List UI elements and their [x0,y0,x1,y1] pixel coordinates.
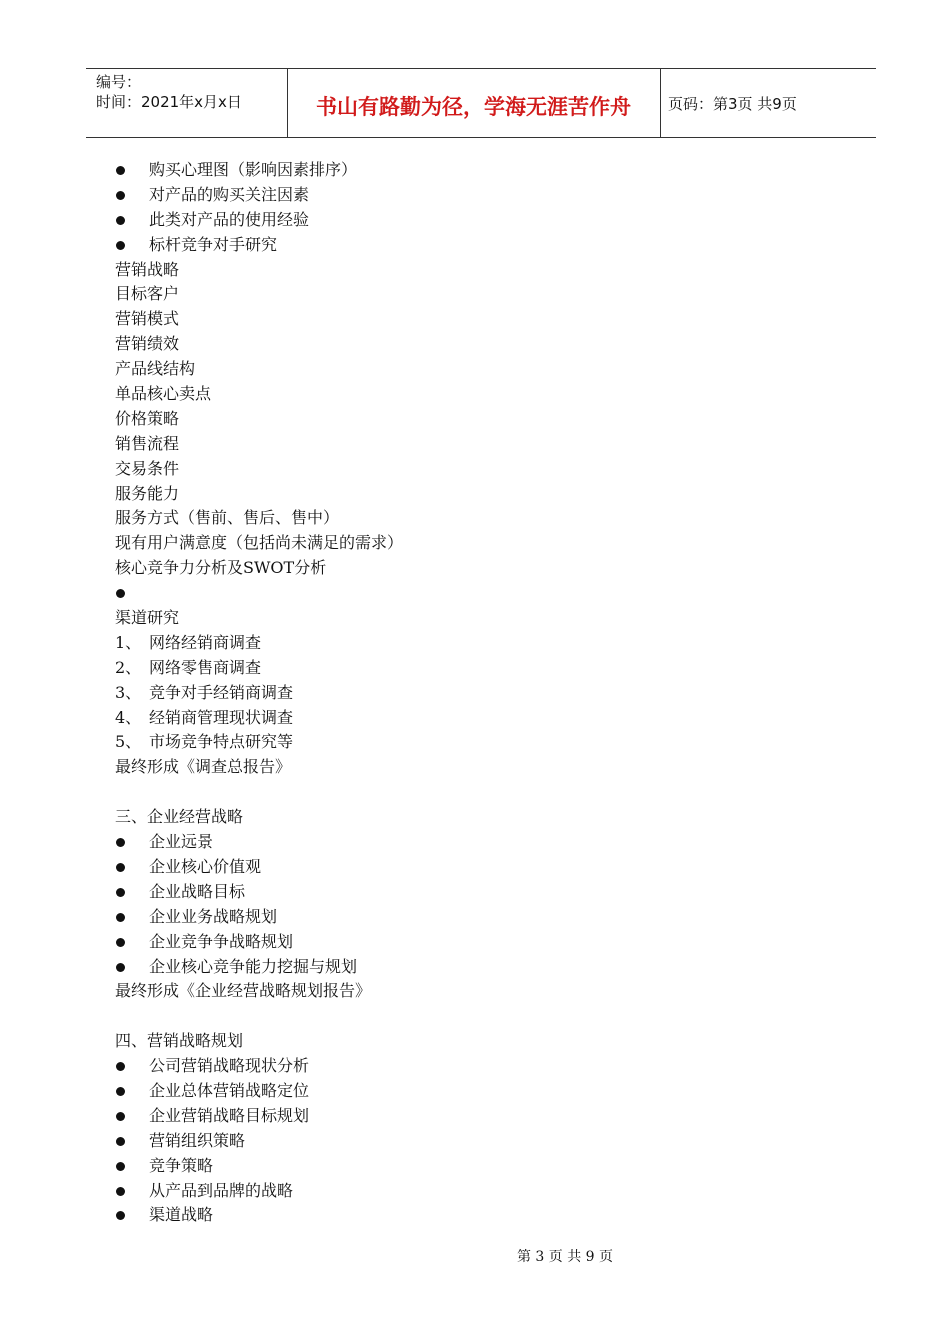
text-line: 服务方式（售前、售后、售中） [115,508,340,528]
list-item: 企业业务战略规划 [115,905,815,930]
text-line: 营销战略 [115,259,180,279]
motto: 书山有路勤为径，学海无涯苦作舟 [316,95,631,119]
spacer [115,780,815,805]
list-item: 企业远景 [115,830,815,855]
header-motto-cell [287,69,661,137]
text-line: 产品线结构 [115,359,196,379]
text-line: 营销模式 [115,309,180,329]
header-page-cell [660,69,876,137]
empty-bullet [115,581,815,606]
bullet-icon [116,863,125,872]
page-header [86,68,876,138]
bullet-icon [116,838,125,847]
text-line: 销售流程 [115,433,180,453]
text-line: 现有用户满意度（包括尚未满足的需求） [115,533,404,553]
text-line: 核心竞争力分析及SWOT分析 [115,558,327,578]
section-heading-channel: 渠道研究 [115,608,180,628]
section-heading-4: 四、营销战略规划 [115,1031,244,1051]
bullet-icon [116,589,125,598]
number-label: 编号： [96,73,142,91]
text-line: 交易条件 [115,458,180,478]
numbered-item: 4、 经销商管理现状调查 [115,707,294,727]
list-item: 企业核心竞争能力挖掘与规划 [115,955,815,980]
bullet-icon [116,938,125,947]
numbered-item: 3、 竞争对手经销商调查 [115,682,294,702]
numbered-item: 5、 市场竞争特点研究等 [115,732,294,752]
spacer [115,1004,815,1029]
bullet-icon [116,1112,125,1121]
text-line: 目标客户 [115,284,180,304]
bullet-icon [116,888,125,897]
footer-page-number: 第 3 页 共 9 页 [516,1249,614,1265]
list-item: 渠道战略 [115,1203,815,1228]
list-item: 从产品到品牌的战略 [115,1179,815,1204]
bullet-icon [116,913,125,922]
page-footer [0,1246,950,1266]
text-line: 单品核心卖点 [115,384,212,404]
list-item: 此类对产品的使用经验 [115,208,815,233]
bullet-icon [116,191,125,200]
bullet-icon [116,241,125,250]
time-label: 时间：2021年x月x日 [96,93,242,111]
bullet-icon [116,1087,125,1096]
text-line: 价格策略 [115,408,180,428]
list-item: 企业竞争争战略规划 [115,930,815,955]
list-item: 公司营销战略现状分析 [115,1054,815,1079]
bullet-icon [116,1187,125,1196]
list-item: 标杆竞争对手研究 [115,233,815,258]
section3-conclusion: 最终形成《企业经营战略规划报告》 [115,981,372,1001]
bullet-icon [116,216,125,225]
list-item: 企业总体营销战略定位 [115,1079,815,1104]
bullet-icon [116,1162,125,1171]
list-item: 企业战略目标 [115,880,815,905]
page-info: 页码：第3页 共9页 [668,95,797,113]
numbered-item: 2、 网络零售商调查 [115,657,262,677]
bullet-icon [116,166,125,175]
document-body [115,158,815,1228]
list-item: 购买心理图（影响因素排序） [115,158,815,183]
numbered-item: 1、 网络经销商调查 [115,632,262,652]
list-item: 对产品的购买关注因素 [115,183,815,208]
list-item: 企业营销战略目标规划 [115,1104,815,1129]
bullet-icon [116,963,125,972]
list-item: 竞争策略 [115,1154,815,1179]
header-meta-cell [86,69,288,137]
bullet-icon [116,1211,125,1220]
bullet-icon [116,1137,125,1146]
bullet-icon [116,1062,125,1071]
section-heading-3: 三、企业经营战略 [115,807,244,827]
text-line: 营销绩效 [115,334,180,354]
list-item: 企业核心价值观 [115,855,815,880]
text-line: 服务能力 [115,483,180,503]
list-item: 营销组织策略 [115,1129,815,1154]
channel-conclusion: 最终形成《调查总报告》 [115,757,292,777]
